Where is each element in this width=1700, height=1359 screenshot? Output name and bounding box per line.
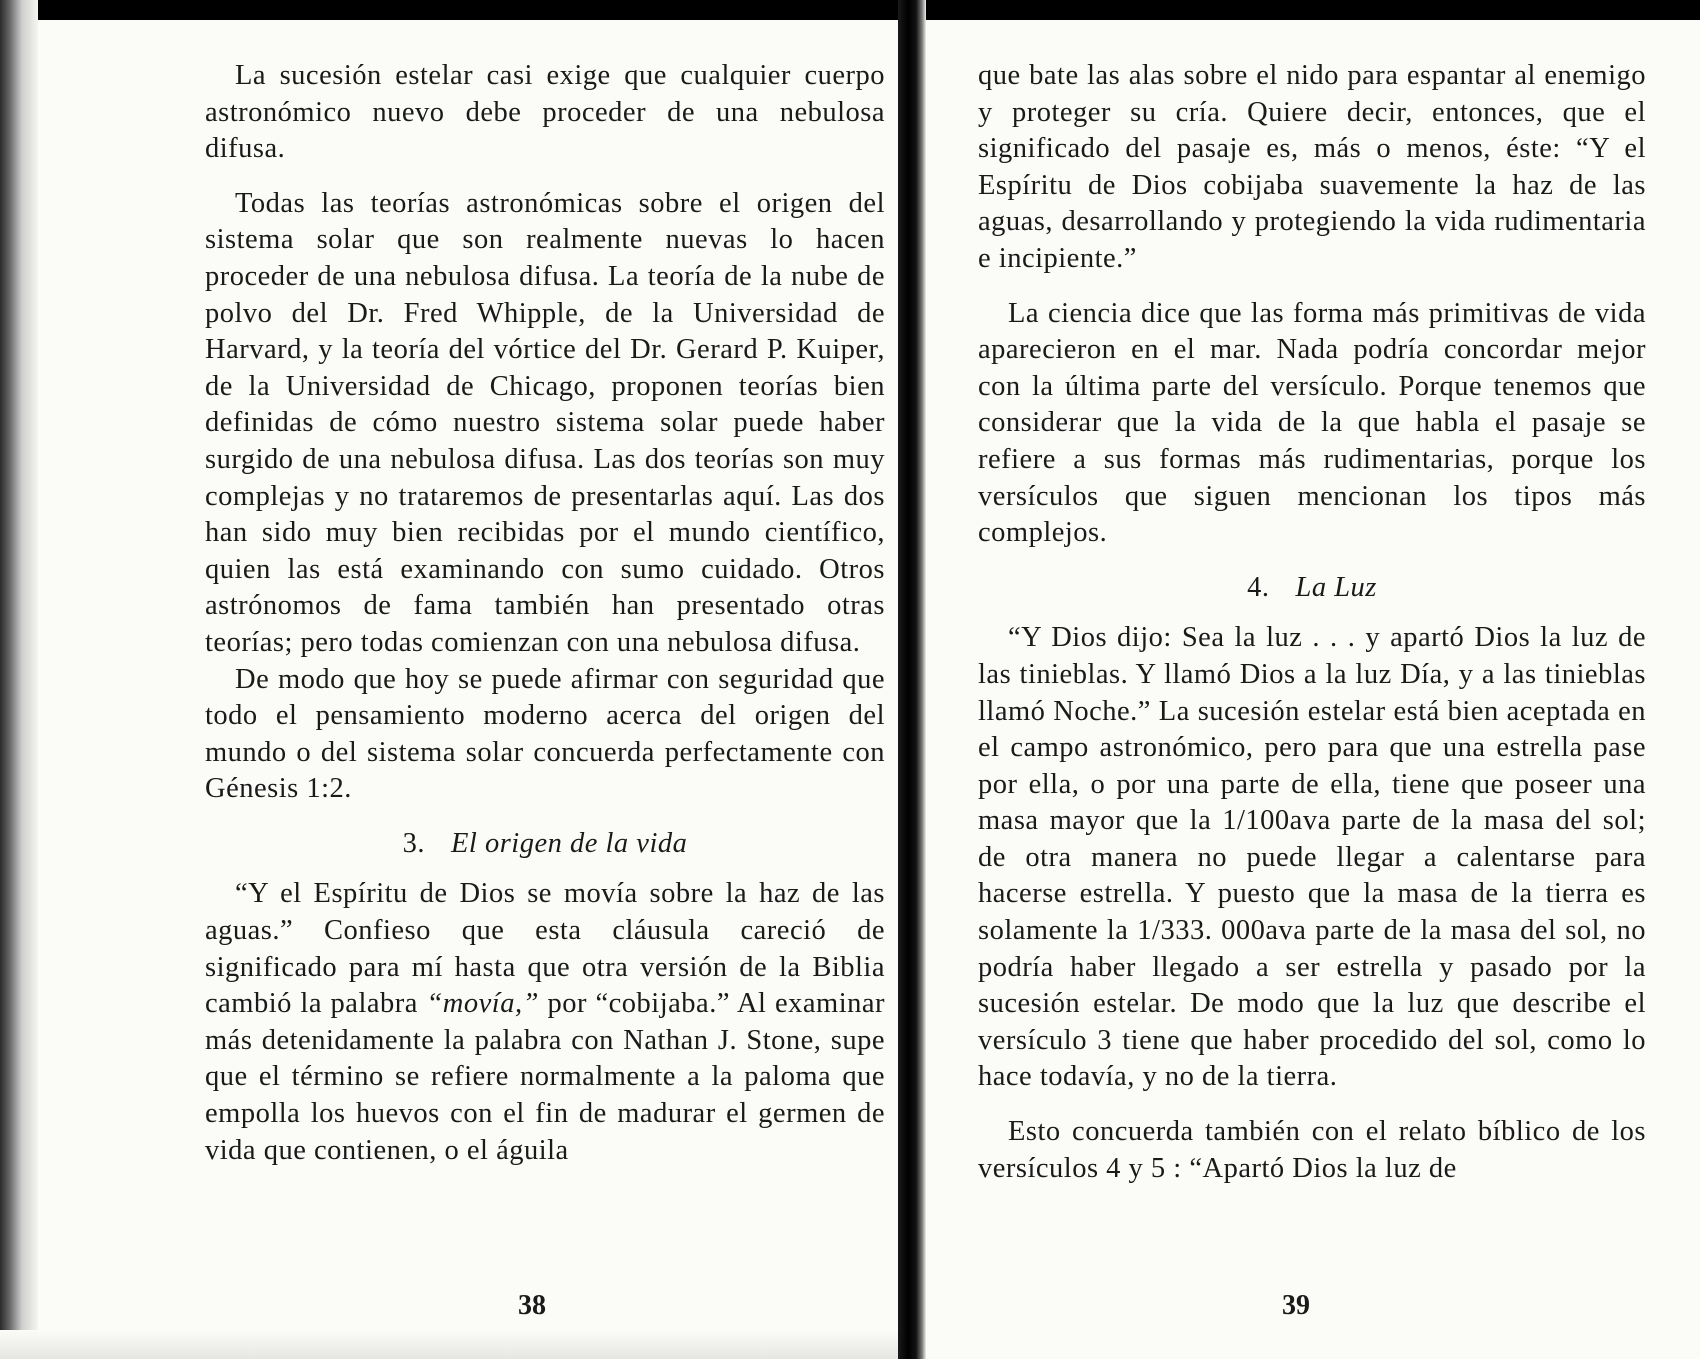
section-number: 4. [1247, 571, 1270, 603]
left-paragraph-1: La sucesión estelar casi exige que cualquier cuerpo astronómico nuevo debe proceder de una nebulosa difusa. [205, 60, 885, 165]
left-page [205, 58, 885, 1187]
page-number-left: 38 [518, 1290, 546, 1321]
page-number-right: 39 [1282, 1290, 1310, 1321]
section-heading-4 [978, 570, 1646, 607]
page-edge-shadow [0, 0, 38, 1359]
scan-top-border [0, 0, 1700, 20]
italic-word: “movía,” [426, 988, 539, 1020]
paragraph-text: por “cobijaba.” Al examinar más detenidamente la palabra con Nathan J. Stone, supe que el término se refiere normalmente a la paloma que empolla los huevos con el fin de madurar el germen de vida que contienen, o el águila [205, 988, 886, 1166]
left-paragraph-4 [205, 876, 885, 1169]
left-paragraph-2: Todas las teorías astronómicas sobre el origen del sistema solar que son realmente nuevas lo hacen proceder de una nebulosa difusa. La teoría de la nube de polvo del Dr. Fred Whipple, de la Universidad de Harvard, y la teoría del vórtice del Dr. Gerard P. Kuiper, de la Universidad de Chicago, proponen teorías bien definidas de cómo nuestro sistema solar puede haber surgido de una nebulosa difusa. Las dos teorías son muy complejas y no trataremos de presentarlas aquí. Las dos han sido muy bien recibidas por el mundo científico, quien las está examinando con sumo cuidado. Otros astrónomos de fama también han presentado otras teorías; pero todas comienzan con una nebulosa difusa. [205, 187, 885, 658]
paragraph-text: “Y el Espíritu de Dios se movía sobre la haz de las aguas.” Confieso que esta cláusula careció de significado para mí hasta que otra versión de la Biblia cambió la palabra [205, 878, 885, 1020]
section-title: El origen de la vida [451, 827, 688, 859]
right-page [978, 58, 1646, 1205]
scan-bottom-shadow [0, 1330, 898, 1359]
left-paragraph-3: De modo que hoy se puede afirmar con seguridad que todo el pensamiento moderno acerca del origen del mundo o del sistema solar concuerda perfectamente con Génesis 1:2. [205, 663, 885, 805]
section-title: La Luz [1295, 571, 1377, 603]
section-number: 3. [402, 827, 425, 859]
right-paragraph-1: que bate las alas sobre el nido para espantar al enemigo y proteger su cría. Quiere decir, entonces, que el significado del pasaje es, más o menos, éste: “Y el Espíritu de Dios cobijaba suavemente la haz de las aguas, desarrollando y protegiendo la vida rudimentaria e incipiente.” [978, 60, 1646, 274]
section-heading-3 [205, 826, 885, 863]
right-paragraph-3: “Y Dios dijo: Sea la luz . . . y apartó Dios la luz de las tinieblas. Y llamó Dios a la luz Día, y a las tinieblas llamó Noche.” La sucesión estelar está bien aceptada en el campo astronómico, pero para que una estrella pase por ella, o por una parte de ella, tiene que poseer una masa mayor que la 1/100ava parte de la masa del sol; de otra manera no puede llegar a calentarse para hacerse estrella. Y puesto que la masa de la tierra es solamente la 1/333. 000ava parte de la masa del sol, no podría haber llegado a ser estrella y pasado por la sucesión estelar. De modo que la luz que describe el versículo 3 tiene que haber procedido del sol, como lo hace todavía, y no de la tierra. [978, 622, 1646, 1093]
right-paragraph-2: La ciencia dice que las forma más primitivas de vida aparecieron en el mar. Nada podría concordar mejor con la última parte del versículo. Porque tenemos que considerar que la vida de la que habla el pasaje se refiere a sus formas más rudimentarias, porque los versículos que siguen mencionan los tipos más complejos. [978, 297, 1646, 549]
book-gutter [898, 0, 926, 1359]
right-paragraph-4: Esto concuerda también con el relato bíblico de los versículos 4 y 5 : “Apartó Dios la luz de [978, 1116, 1646, 1184]
